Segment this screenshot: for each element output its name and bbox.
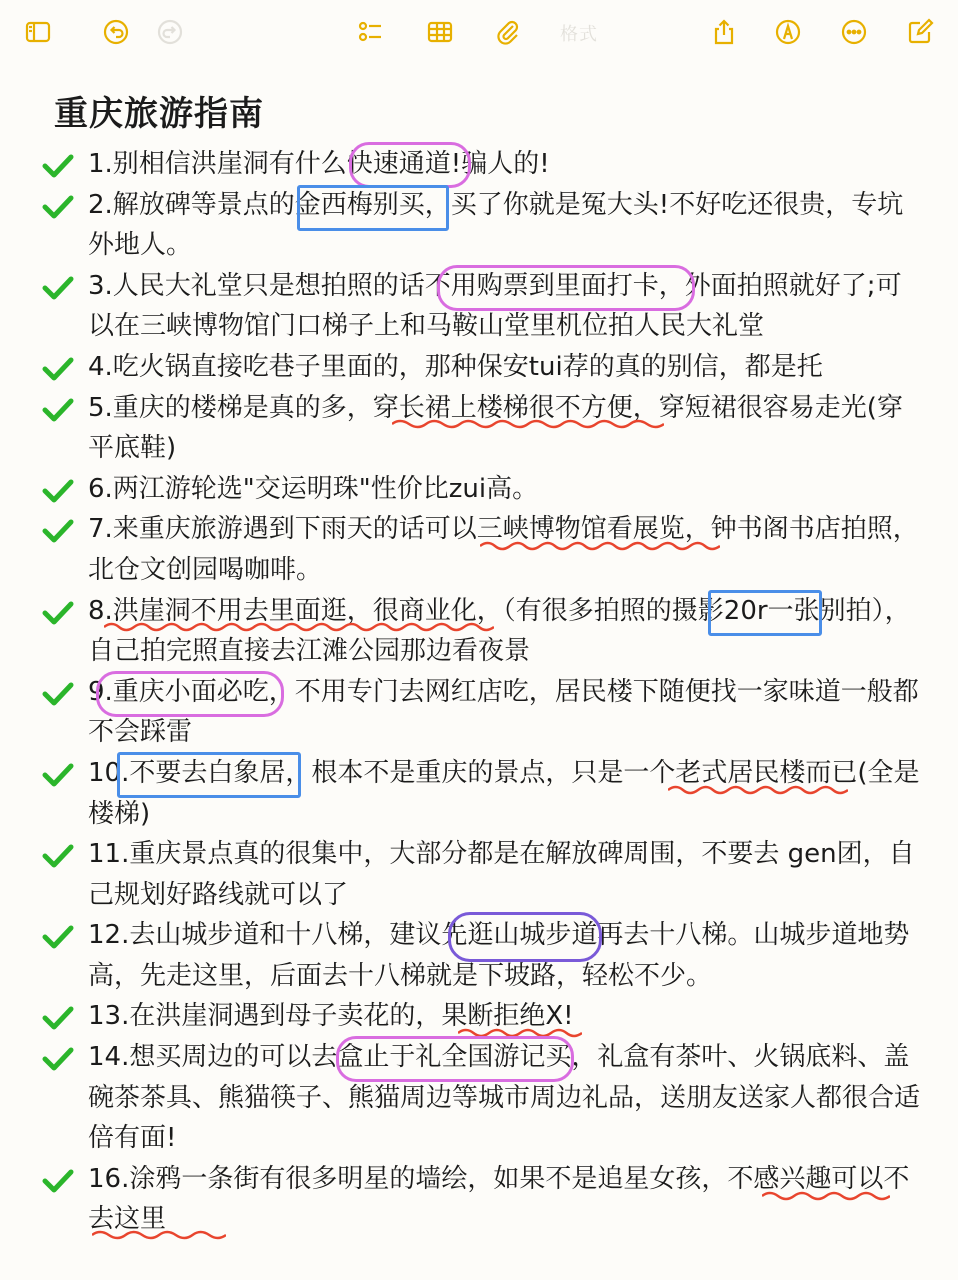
checkmark-icon[interactable]: [40, 1004, 76, 1032]
checkmark-icon[interactable]: [40, 599, 76, 627]
checklist-item: [0, 144, 958, 185]
checklist-item: [0, 591, 958, 672]
checklist-item: [0, 834, 958, 915]
checkmark-icon[interactable]: [40, 477, 76, 505]
item-text[interactable]: 5.重庆的楼梯是真的多，穿长裙上楼梯很不方便，穿短裙很容易走光(穿平底鞋): [88, 392, 903, 464]
sidebar-icon[interactable]: [20, 14, 56, 50]
item-text[interactable]: 4.吃火锅直接吃巷子里面的，那种保安tui荐的真的别信，都是托: [88, 351, 823, 382]
item-text[interactable]: 8.洪崖洞不用去里面逛，很商业化，（有很多拍照的摄影20r一张别拍），自己拍完照直接去江滩公园那边看夜景: [88, 595, 911, 667]
checklist-item: [0, 996, 958, 1037]
checklist-item: [0, 347, 958, 388]
checkmark-icon[interactable]: [40, 274, 76, 302]
checkmark-icon[interactable]: [40, 193, 76, 221]
more-icon[interactable]: [836, 14, 872, 50]
checkmark-icon[interactable]: [40, 1045, 76, 1073]
checklist-item: [0, 469, 958, 510]
checkmark-icon[interactable]: [40, 517, 76, 545]
item-text[interactable]: 6.两江游轮选"交运明珠"性价比zui高。: [88, 473, 539, 504]
markup-icon[interactable]: [770, 14, 806, 50]
item-text[interactable]: 7.来重庆旅游遇到下雨天的话可以三峡博物馆看展览，钟书阁书店拍照，北仓文创园喝咖啡。: [88, 514, 919, 585]
checkmark-icon[interactable]: [40, 842, 76, 870]
checklist-item: [0, 1037, 958, 1159]
item-text[interactable]: 13.在洪崖洞遇到母子卖花的，果断拒绝X!: [88, 1001, 574, 1032]
item-text[interactable]: 16.涂鸦一条街有很多明星的墙绘，如果不是追星女孩，不感兴趣可以不去这里: [88, 1163, 910, 1235]
item-text[interactable]: 9.重庆小面必吃，不用专门去网红店吃，居民楼下随便找一家味道一般都不会踩雷: [88, 676, 919, 748]
compose-icon[interactable]: [902, 14, 938, 50]
checkmark-icon[interactable]: [40, 761, 76, 789]
checklist-item: [0, 185, 958, 266]
item-text[interactable]: 12.去山城步道和十八梯，建议先逛山城步道再去十八梯。山城步道地势高，先走这里，后面去十八梯就是下坡路，轻松不少。: [88, 920, 910, 991]
format-label[interactable]: 格式: [560, 24, 598, 45]
checklist-item: [0, 915, 958, 996]
checkmark-icon[interactable]: [40, 355, 76, 383]
redo-icon[interactable]: [152, 14, 188, 50]
item-text[interactable]: 3.人民大礼堂只是想拍照的话不用购票到里面打卡，外面拍照就好了;可以在三峡博物馆门口梯子上和马鞍山堂里机位拍人民大礼堂: [88, 270, 902, 342]
checklist-item: [0, 1159, 958, 1240]
table-icon[interactable]: [422, 14, 458, 50]
note-body[interactable]: [0, 144, 958, 1240]
checkmark-icon[interactable]: [40, 396, 76, 424]
checkmark-icon[interactable]: [40, 680, 76, 708]
toolbar: [0, 0, 958, 62]
checklist-item: [0, 672, 958, 753]
checklist-item: [0, 753, 958, 834]
checklist-item: [0, 388, 958, 469]
item-text[interactable]: 10.不要去白象居，根本不是重庆的景点，只是一个老式居民楼而已(全是楼梯): [88, 757, 920, 829]
checklist-item: [0, 509, 958, 590]
note-title[interactable]: 重庆旅游指南: [54, 94, 264, 134]
item-text[interactable]: 2.解放碑等景点的金西梅别买，买了你就是冤大头!不好吃还很贵，专坑外地人。: [88, 189, 904, 261]
item-text[interactable]: 11.重庆景点真的很集中，大部分都是在解放碑周围，不要去 gen团，自己规划好路线就可以了: [88, 839, 915, 910]
checklist-icon[interactable]: [352, 14, 388, 50]
checkmark-icon[interactable]: [40, 1167, 76, 1195]
checkmark-icon[interactable]: [40, 152, 76, 180]
share-icon[interactable]: [706, 14, 742, 50]
attachment-icon[interactable]: [490, 14, 526, 50]
item-text[interactable]: 14.想买周边的可以去盒止于礼全国游记买，礼盒有茶叶、火锅底料、盖碗茶茶具、熊猫筷子、熊猫周边等城市周边礼品，送朋友送家人都很合适倍有面!: [88, 1042, 921, 1154]
undo-icon[interactable]: [98, 14, 134, 50]
checkmark-icon[interactable]: [40, 923, 76, 951]
item-text[interactable]: 1.别相信洪崖洞有什么快速通道!骗人的!: [88, 149, 550, 179]
checklist-item: [0, 266, 958, 347]
